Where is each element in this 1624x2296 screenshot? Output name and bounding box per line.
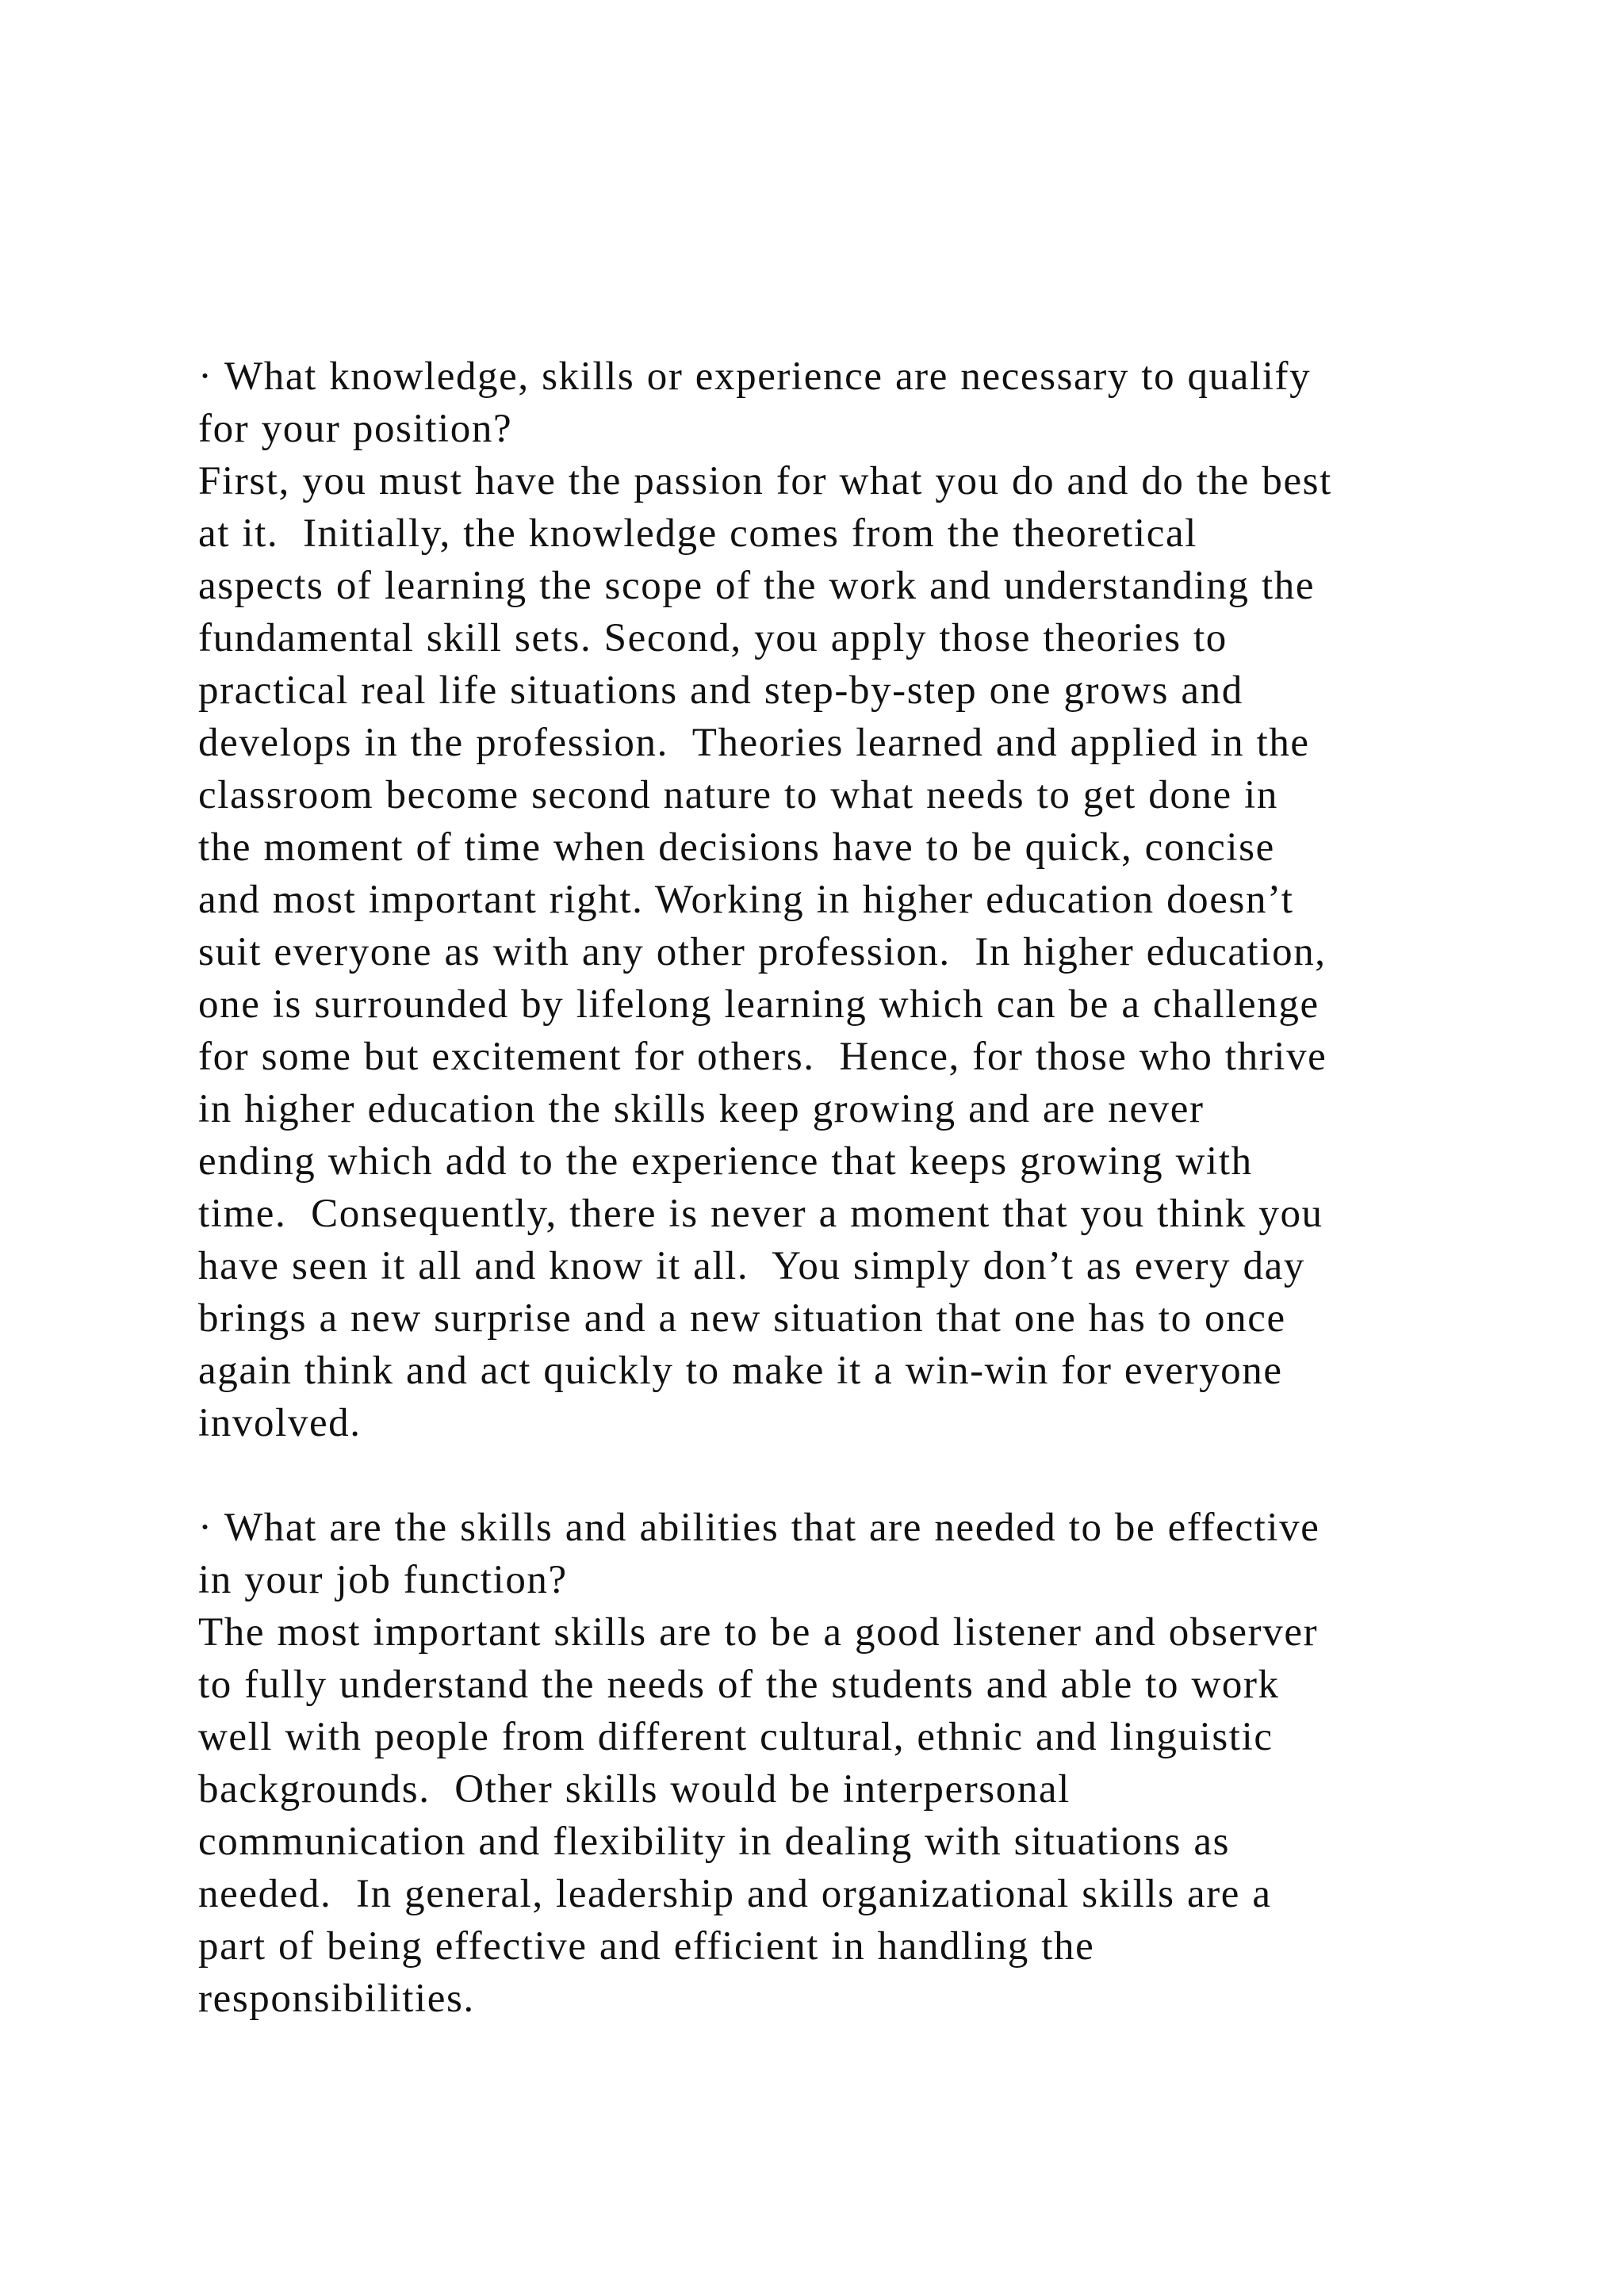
answer-line: to fully understand the needs of the students and able to work [198,1663,1280,1707]
document-body [198,350,1499,2025]
answer-line: suit everyone as with any other profession. In higher education, [198,930,1327,974]
answer-line: responsibilities. [198,1976,475,2021]
answer-line: communication and flexibility in dealing with situations as [198,1820,1231,1864]
question-heading [198,350,1499,455]
answer-line: and most important right. Working in higher education doesn’t [198,878,1294,922]
answer-line: have seen it all and know it all. You simply don’t as every day [198,1244,1305,1288]
question-line: in your job function? [198,1558,568,1602]
paragraph-spacer [198,1449,1499,1502]
answer-line: practical real life situations and step-by-step one grows and [198,668,1243,713]
section-skills [198,1502,1499,2025]
answer-line: backgrounds. Other skills would be interpersonal [198,1767,1071,1812]
answer-line: fundamental skill sets. Second, you apply those theories to [198,616,1228,660]
answer-line: time. Consequently, there is never a moment that you think you [198,1192,1323,1236]
section-knowledge [198,350,1499,1449]
answer-line: The most important skills are to be a good listener and observer [198,1610,1319,1655]
answer-line: involved. [198,1401,362,1445]
question-heading [198,1502,1499,1606]
answer-paragraph [198,1606,1499,2025]
answer-line: one is surrounded by lifelong learning which can be a challenge [198,982,1320,1027]
answer-line: needed. In general, leadership and organizational skills are a [198,1872,1272,1916]
answer-line: First, you must have the passion for what you do and do the best [198,459,1332,503]
answer-line: brings a new surprise and a new situation that one has to once [198,1296,1286,1341]
answer-paragraph [198,455,1499,1449]
answer-line: the moment of time when decisions have to be quick, concise [198,825,1275,870]
answer-line: develops in the profession. Theories learned and applied in the [198,721,1310,765]
answer-line: classroom become second nature to what needs to get done in [198,773,1279,817]
question-line: · What are the skills and abilities that are needed to be effective [198,1506,1320,1550]
question-line: · What knowledge, skills or experience are necessary to qualify [198,354,1312,399]
answer-line: ending which add to the experience that keeps growing with [198,1139,1253,1184]
question-line: for your position? [198,407,513,451]
answer-line: at it. Initially, the knowledge comes from the theoretical [198,511,1197,556]
answer-line: well with people from different cultural, ethnic and linguistic [198,1715,1274,1759]
answer-line: aspects of learning the scope of the work and understanding the [198,564,1316,608]
answer-line: in higher education the skills keep growing and are never [198,1087,1205,1131]
answer-line: for some but excitement for others. Hence, for those who thrive [198,1035,1327,1079]
answer-line: again think and act quickly to make it a win-win for everyone [198,1349,1283,1393]
answer-line: part of being effective and efficient in handling the [198,1924,1095,1969]
